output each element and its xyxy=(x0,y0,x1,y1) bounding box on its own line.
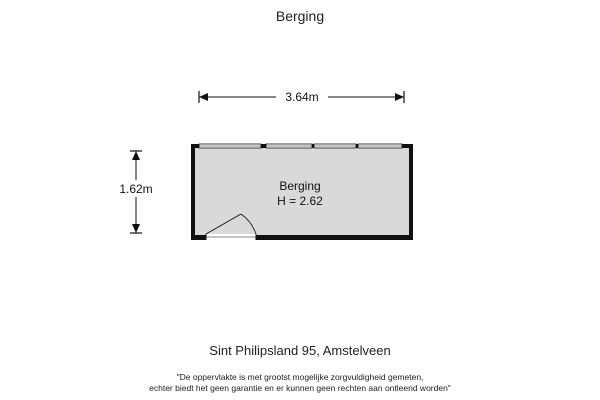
arrow-left-icon xyxy=(199,93,208,101)
height-dimension xyxy=(112,151,160,233)
arrow-up-icon xyxy=(132,151,140,160)
disclaimer-line-2: echter biedt het geen garantie en er kunnen geen rechten aan ontleend worden" xyxy=(149,383,451,393)
room-name: Berging xyxy=(279,179,321,193)
page-title: Berging xyxy=(275,8,325,24)
height-label: 1.62m xyxy=(119,182,153,196)
room-ceiling-height: H = 2.62 xyxy=(277,194,323,208)
width-label: 3.64m xyxy=(285,90,319,104)
width-dimension xyxy=(199,88,404,105)
window-icon xyxy=(358,144,402,148)
arrow-down-icon xyxy=(132,224,140,233)
disclaimer-line-1: "De oppervlakte is met grootst mogelijke zorgvuldigheid gemeten, xyxy=(176,372,424,382)
window-icon xyxy=(314,144,356,148)
arrow-right-icon xyxy=(395,93,404,101)
window-icon xyxy=(266,144,312,148)
address: Sint Philipsland 95, Amstelveen xyxy=(209,343,391,358)
room-berging xyxy=(191,144,413,240)
window-icon xyxy=(199,144,261,148)
disclaimer xyxy=(0,372,600,394)
